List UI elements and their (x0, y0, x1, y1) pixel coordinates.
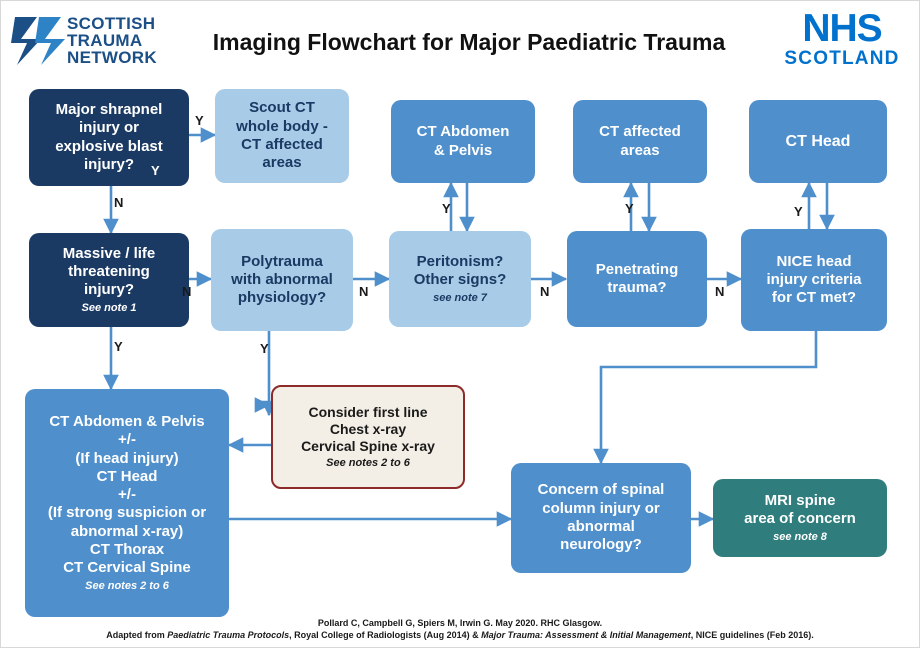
node-note: see note 8 (773, 530, 827, 543)
edge-label-penetrating-no: N (715, 284, 725, 299)
node-note: see note 7 (433, 291, 487, 304)
node-consider-first-line-xrays[interactable] (271, 385, 465, 489)
node-line: Concern of spinal (537, 481, 665, 499)
node-line: neurology? (560, 536, 642, 554)
node-line: column injury or (542, 499, 660, 517)
node-line: abnormal x-ray) (70, 522, 184, 540)
edge-label-penetrating-yes: Y (625, 201, 634, 216)
node-line: CT Cervical Spine (63, 559, 191, 577)
node-polytrauma-abnormal-physiology[interactable] (211, 229, 353, 331)
node-mri-spine[interactable] (713, 479, 887, 557)
node-ct-affected-areas[interactable] (573, 100, 707, 183)
node-ct-head[interactable] (749, 100, 887, 183)
stn-logo-line3: NETWORK (67, 48, 157, 67)
node-line: Consider first line (308, 403, 428, 420)
footer-line-2-a: Adapted from (106, 629, 168, 640)
node-line: Cervical Spine x-ray (301, 437, 435, 454)
node-line: CT Head (785, 132, 851, 150)
node-ct-abdomen-pelvis-protocol[interactable] (25, 389, 229, 617)
nhs-scotland-logo (777, 9, 907, 69)
node-line: +/- (118, 431, 136, 449)
node-line: threatening (68, 263, 150, 281)
nhs-logo-text: NHS (802, 7, 882, 50)
node-line: explosive blast (55, 137, 163, 155)
node-line: with abnormal (231, 270, 333, 288)
node-line: physiology? (237, 289, 327, 307)
footer-credits (1, 617, 919, 641)
node-line: abnormal (567, 518, 635, 535)
node-line: whole body - (236, 117, 328, 135)
node-note: See notes 2 to 6 (326, 456, 410, 469)
node-line: MRI spine (764, 492, 836, 509)
edge-label-peritonism-yes: Y (442, 201, 451, 216)
edge-label-peritonism-no: N (540, 284, 550, 299)
node-line: CT affected (599, 123, 681, 141)
node-line: CT Head (96, 467, 158, 485)
edge-label-shrapnel-no: N (114, 195, 124, 210)
node-line: Peritonism? (416, 253, 504, 270)
edge-label-polytrauma-no: N (359, 284, 369, 299)
footer-line-2-c: , Royal College of Radiologists (Aug 2014) & (289, 629, 482, 640)
footer-line-1: Pollard C, Campbell G, Spiers M, Irwin G. May 2020. RHC Glasgow. (317, 617, 603, 628)
node-note: See notes 2 to 6 (85, 579, 169, 592)
node-line: CT Thorax (89, 541, 165, 559)
node-massive-life-threatening-injury[interactable] (29, 233, 192, 327)
edge-label-shrapnel-yes: Y (195, 113, 204, 128)
footer-line-2-b: Paediatric Trauma Protocols (167, 629, 290, 640)
stn-logo-line1: SCOTTISH (67, 14, 156, 33)
scottish-trauma-network-logo (11, 11, 191, 73)
nhs-scotland-text: SCOTLAND (784, 48, 900, 69)
node-line: injury? (83, 155, 134, 173)
node-line: for CT met? (771, 289, 857, 307)
footer-line-2-e: , NICE guidelines (Feb 2016). (690, 629, 814, 640)
node-scout-ct-whole-body[interactable] (215, 89, 349, 183)
node-note: See note 1 (81, 301, 137, 314)
edge-label-polytrauma-yes: Y (260, 341, 269, 356)
node-nice-head-injury-criteria[interactable] (741, 229, 887, 331)
node-penetrating-trauma[interactable] (567, 231, 707, 327)
node-line: & Pelvis (433, 141, 493, 159)
node-line: +/- (118, 486, 136, 504)
node-line: Penetrating (595, 260, 679, 278)
node-line: injury? (83, 281, 134, 299)
node-line: injury or (78, 119, 139, 137)
node-line: (If head injury) (75, 449, 179, 467)
node-spinal-column-concern[interactable] (511, 463, 691, 573)
node-major-shrapnel-injury[interactable] (29, 89, 189, 186)
node-line: injury criteria (766, 270, 862, 288)
page-title: Imaging Flowchart for Major Paediatric Trauma (212, 29, 726, 55)
node-line: CT Abdomen (416, 123, 510, 141)
edge-label-shrapnel-yes-inner: Y (151, 163, 160, 178)
node-line: CT affected (241, 136, 323, 153)
node-line: Major shrapnel (55, 100, 163, 118)
node-line: Massive / life (62, 244, 156, 262)
node-line: Polytrauma (241, 252, 323, 270)
stn-logo-text (67, 15, 157, 66)
node-line: Other signs? (413, 271, 507, 289)
stn-logo-mark (11, 13, 65, 69)
node-line: areas (262, 154, 302, 172)
node-line: trauma? (607, 279, 667, 296)
node-peritonism-other-signs[interactable] (389, 231, 531, 327)
footer-line-2-d: Major Trauma: Assessment & Initial Management (481, 629, 691, 640)
node-ct-abdomen-pelvis-top[interactable] (391, 100, 535, 183)
node-line: area of concern (744, 510, 856, 528)
node-line: NICE head (776, 252, 852, 270)
node-line: (If strong suspicion or (47, 504, 207, 522)
edge-label-massive-no: N (182, 284, 192, 299)
edge-label-nice-yes: Y (794, 204, 803, 219)
stn-logo-line2: TRAUMA (67, 31, 143, 50)
node-line: Chest x-ray (329, 420, 407, 437)
edge-label-massive-yes: Y (114, 339, 123, 354)
node-line: CT Abdomen & Pelvis (49, 412, 205, 430)
node-line: Scout CT (249, 99, 315, 117)
footer-line-2 (1, 629, 919, 641)
node-line: areas (620, 141, 660, 159)
